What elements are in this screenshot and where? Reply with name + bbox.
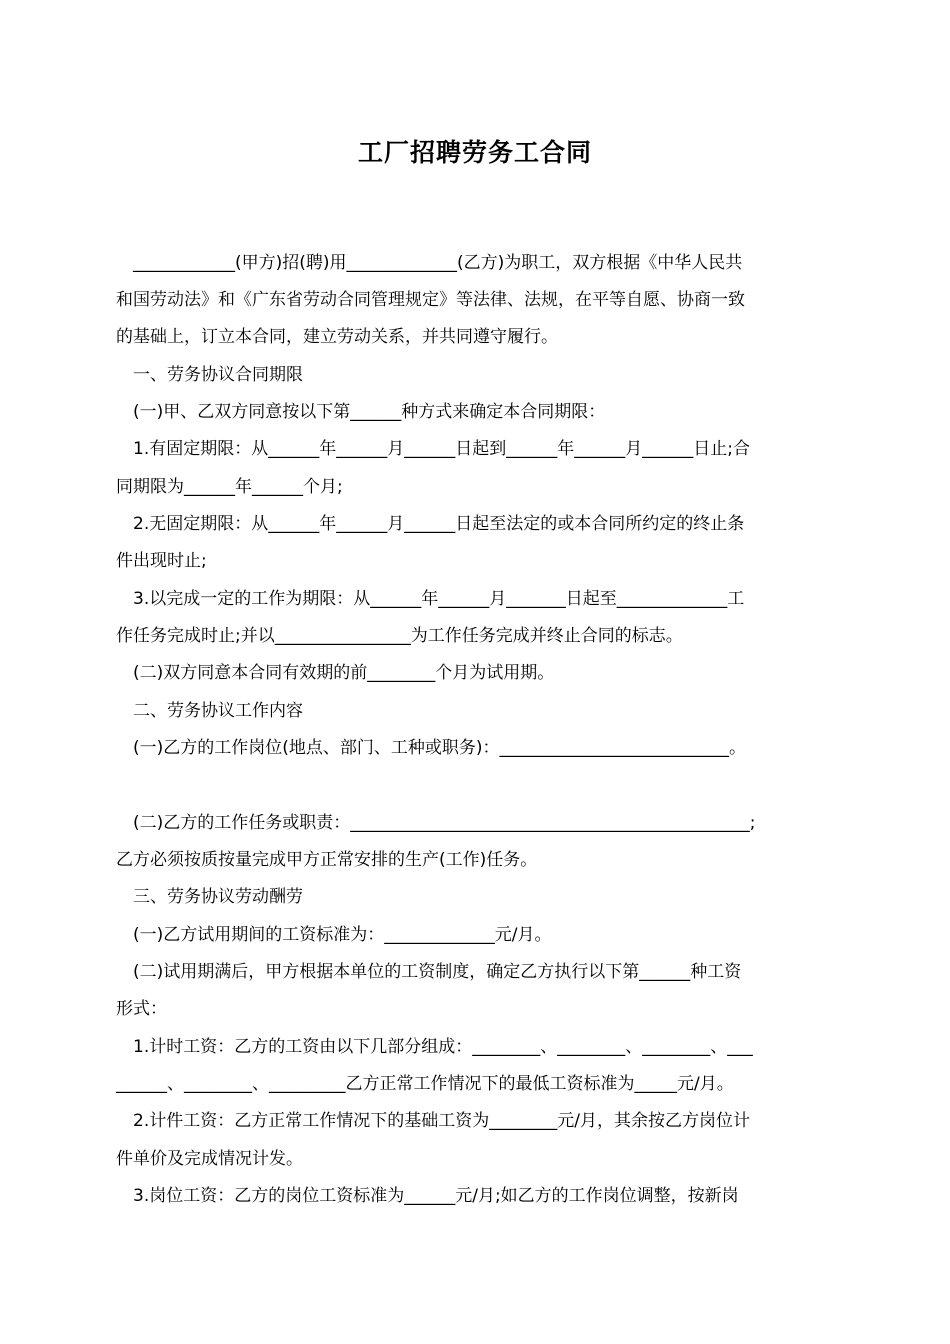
paragraph-line: 作任务完成时止;并以________________为工作任务完成并终止合同的标志。 [116,626,683,646]
paragraph-line: ______、________、_________乙方正常工作情况下的最低工资标准为_____元/月。 [116,1074,734,1094]
paragraph-line: 形式： [116,999,167,1019]
paragraph-line: 乙方必须按质按量完成甲方正常安排的生产(工作)任务。 [116,850,538,870]
paragraph-line: 同期限为______年______个月; [116,477,343,497]
paragraph-line: (一)乙方的工作岗位(地点、部门、工种或职务)：___________________________。 [133,738,747,758]
paragraph-line: 3.岗位工资：乙方的岗位工资标准为______元/月;如乙方的工作岗位调整，按新岗 [133,1186,739,1206]
paragraph-line: 件出现时止; [116,551,207,571]
paragraph-line: ____________(甲方)招(聘)用_____________(乙方)为职工，双方根据《中华人民共 [133,253,743,273]
section-heading: 三、劳务协议劳动酬劳 [133,887,303,907]
paragraph-line: 1.计时工资：乙方的工资由以下几部分组成：________、________、________、___ [133,1037,753,1057]
document-title: 工厂招聘劳务工合同 [357,138,592,167]
paragraph-line: 和国劳动法》和《广东省劳动合同管理规定》等法律、法规，在平等自愿、协商一致 [116,290,745,310]
paragraph-line: (一)甲、乙双方同意按以下第______种方式来确定本合同期限： [133,402,606,422]
section-heading: 二、劳务协议工作内容 [133,701,303,721]
paragraph-line: (一)乙方试用期间的工资标准为：_____________元/月。 [133,925,552,945]
paragraph-line: (二)双方同意本合同有效期的前________个月为试用期。 [133,663,555,683]
paragraph-line: (二)试用期满后，甲方根据本单位的工资制度，确定乙方执行以下第______种工资 [133,962,742,982]
paragraph-line: 件单价及完成情况计发。 [116,1149,303,1169]
paragraph-line: 2.计件工资：乙方正常工作情况下的基础工资为________元/月，其余按乙方岗位计 [133,1111,750,1131]
paragraph-line: 1.有固定期限：从______年______月______日起到______年______月______日止;合 [133,439,750,459]
paragraph-line: (二)乙方的工作任务或职责：_______________________________________________; [133,813,756,833]
paragraph-line: 2.无固定期限：从______年______月______日起至法定的或本合同所约定的终止条 [133,514,745,534]
paragraph-line: 3.以完成一定的工作为期限：从______年______月_______日起至_____________工 [133,589,745,609]
section-heading: 一、劳务协议合同期限 [133,365,303,385]
paragraph-line: 的基础上，订立本合同，建立劳动关系，并共同遵守履行。 [116,327,558,347]
